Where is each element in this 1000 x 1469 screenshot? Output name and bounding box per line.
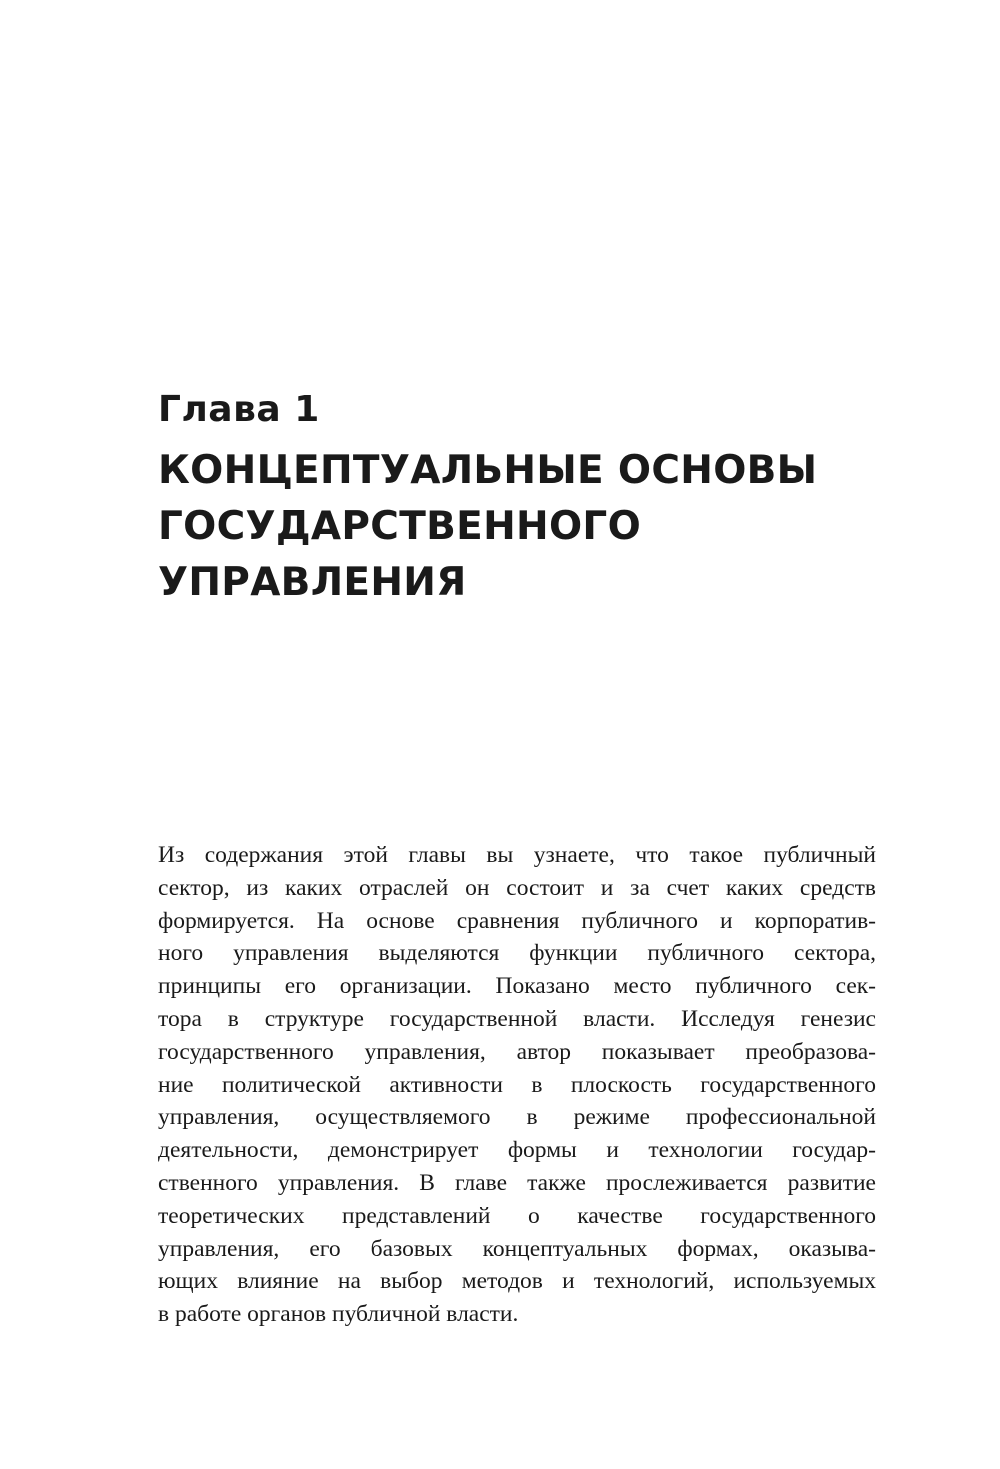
abstract-line: деятельности, демонстрирует формы и технологии государ- [158,1137,876,1164]
abstract-line: теоретических представлений о качестве государственного [158,1202,876,1229]
abstract-line: государственного управления, автор показывает преобразова- [158,1038,876,1065]
chapter-title-line: КОНЦЕПТУАЛЬНЫЕ ОСНОВЫ [158,448,818,493]
abstract-line: управления, его базовых концептуальных формах, оказыва- [158,1235,876,1262]
chapter-abstract [158,839,876,1331]
abstract-line: ственного управления. В главе также прослеживается развитие [158,1169,876,1196]
chapter-label: Глава 1 [158,389,320,430]
abstract-line: принципы его организации. Показано место публичного сек- [158,973,876,1000]
abstract-line: ние политической активности в плоскость государственного [158,1071,876,1098]
abstract-line: тора в структуре государственной власти. Исследуя генезис [158,1005,876,1032]
abstract-line: формируется. На основе сравнения публичного и корпоратив- [158,907,876,934]
abstract-line: управления, осуществляемого в режиме профессиональной [158,1104,876,1131]
abstract-line: в работе органов публичной власти. [158,1301,519,1328]
chapter-title [158,443,878,611]
abstract-line: сектор, из каких отраслей он состоит и за счет каких средств [158,874,876,901]
chapter-title-line: ГОСУДАРСТВЕННОГО [158,504,642,549]
abstract-line: Из содержания этой главы вы узнаете, что такое публичный [158,842,876,868]
chapter-title-line: УПРАВЛЕНИЯ [158,560,467,605]
abstract-line: ющих влияние на выбор методов и технологий, используемых [158,1268,876,1295]
abstract-line: ного управления выделяются функции публичного сектора, [158,940,876,967]
